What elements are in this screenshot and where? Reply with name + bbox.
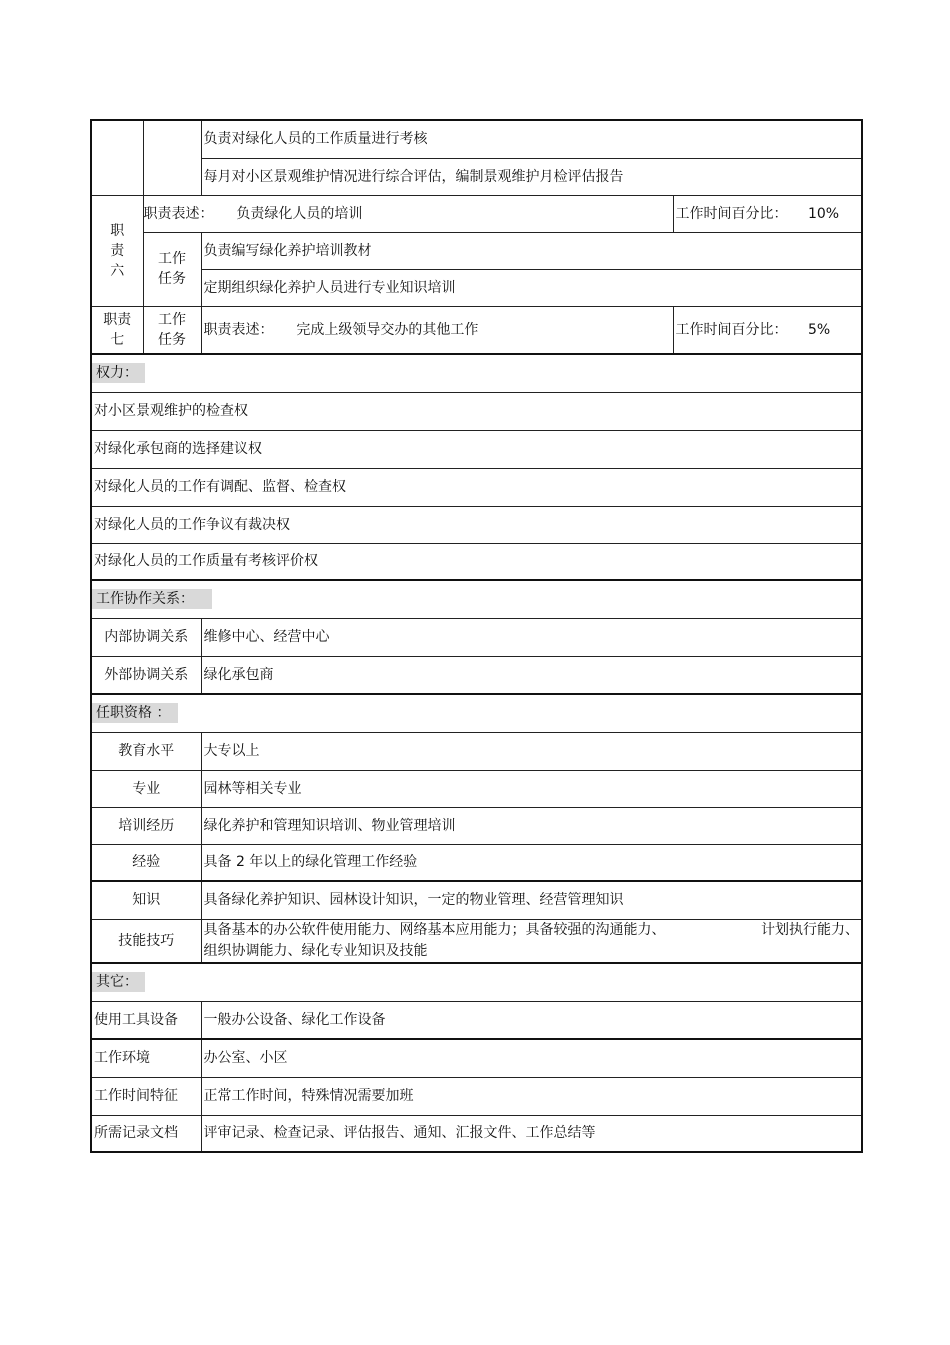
duty6-percentage xyxy=(673,195,862,232)
other-row xyxy=(91,1039,862,1077)
cooperation-row xyxy=(91,656,862,694)
duty7-label-line: 职责 xyxy=(103,311,132,328)
other-row xyxy=(91,1001,862,1039)
section-header-cooperation: 工作协作关系： xyxy=(92,589,212,609)
qualification-label: 经验 xyxy=(91,844,201,881)
other-value: 一般办公设备、绿化工作设备 xyxy=(201,1001,862,1039)
qualification-value: 具备绿化养护知识、园林设计知识，一定的物业管理、经营管理知识 xyxy=(201,881,862,919)
duty-top-task-1: 负责对绿化人员的工作质量进行考核 xyxy=(201,120,862,158)
qualification-row xyxy=(91,807,862,844)
duty6-task-label xyxy=(143,232,201,306)
qualification-header xyxy=(91,694,862,732)
duty6-label-line: 责 xyxy=(110,242,125,259)
task-label-line: 工作 xyxy=(158,311,186,328)
other-label: 工作时间特征 xyxy=(91,1077,201,1115)
duty-top-task-2: 每月对小区景观维护情况进行综合评估，编制景观维护月检评估报告 xyxy=(201,158,862,195)
cooperation-label: 外部协调关系 xyxy=(91,656,201,694)
skills-text: 计划执行能力、 xyxy=(761,921,859,938)
section-header-other: 其它： xyxy=(92,972,145,992)
duty6-task-2: 定期组织绿化养护人员进行专业知识培训 xyxy=(201,269,862,306)
duty7-statement-text: 完成上级领导交办的其他工作 xyxy=(296,321,479,338)
duty7-label xyxy=(91,306,143,354)
qualification-label: 专业 xyxy=(91,770,201,807)
duty6-statement xyxy=(143,195,673,232)
power-item xyxy=(91,392,862,430)
skills-text: 具备基本的办公软件使用能力、网络基本应用能力；具备较强的沟通能力、 xyxy=(203,921,666,938)
cooperation-row xyxy=(91,618,862,656)
cooperation-value: 维修中心、经营中心 xyxy=(201,618,862,656)
pct-value: 10% xyxy=(807,205,840,222)
statement-label: 职责表述： xyxy=(143,205,214,222)
duty7-label-line: 七 xyxy=(110,331,125,348)
power-item-text: 对绿化人员的工作争议有裁决权 xyxy=(91,506,862,543)
qualification-skills-value xyxy=(201,919,862,963)
task-label-line: 任务 xyxy=(158,331,186,348)
qualification-row xyxy=(91,770,862,807)
duty7-percentage xyxy=(673,306,862,354)
other-value: 评审记录、检查记录、评估报告、通知、汇报文件、工作总结等 xyxy=(201,1115,862,1152)
duty-top-task-row xyxy=(91,158,862,195)
power-item-text: 对小区景观维护的检查权 xyxy=(91,392,862,430)
qualification-label: 教育水平 xyxy=(91,732,201,770)
power-item-text: 对绿化人员的工作有调配、监督、检查权 xyxy=(91,468,862,506)
skills-line-1 xyxy=(204,920,860,941)
other-row xyxy=(91,1077,862,1115)
duty6-statement-text: 负责绿化人员的培训 xyxy=(236,205,363,222)
skills-line-2: 组织协调能力、绿化专业知识及技能 xyxy=(203,942,428,959)
duty6-task-row xyxy=(91,269,862,306)
pct-value: 5% xyxy=(807,321,831,338)
section-header-power: 权力： xyxy=(92,363,145,383)
qualification-value: 园林等相关专业 xyxy=(201,770,862,807)
power-header-row xyxy=(91,354,862,392)
cooperation-value: 绿化承包商 xyxy=(201,656,862,694)
duty6-task-row xyxy=(91,232,862,269)
power-item xyxy=(91,506,862,543)
task-label-line: 工作 xyxy=(158,251,186,267)
qualification-row xyxy=(91,732,862,770)
duty6-label-line: 职 xyxy=(110,222,125,239)
task-label-line: 任务 xyxy=(158,271,186,287)
statement-label: 职责表述： xyxy=(203,321,274,338)
cooperation-header xyxy=(91,580,862,618)
duty6-label-line: 六 xyxy=(110,262,125,279)
job-description-table xyxy=(90,119,863,1153)
duty6-task-1: 负责编写绿化养护培训教材 xyxy=(201,232,862,269)
qualification-header-row xyxy=(91,694,862,732)
power-item-text: 对绿化人员的工作质量有考核评价权 xyxy=(91,543,862,580)
pct-label: 工作时间百分比： xyxy=(675,205,788,222)
cooperation-header-row xyxy=(91,580,862,618)
duty-top-task-label-cell xyxy=(143,120,201,195)
section-header-qualification: 任职资格 ： xyxy=(92,703,178,723)
job-description-sheet xyxy=(90,119,861,1153)
qualification-row xyxy=(91,881,862,919)
duty-top-task-row xyxy=(91,120,862,158)
other-label: 使用工具设备 xyxy=(91,1001,201,1039)
duty6-label xyxy=(91,195,143,306)
qualification-skills-row xyxy=(91,919,862,963)
power-item xyxy=(91,430,862,468)
other-value: 正常工作时间，特殊情况需要加班 xyxy=(201,1077,862,1115)
qualification-label: 培训经历 xyxy=(91,807,201,844)
duty7-task-label xyxy=(143,306,201,354)
power-item-text: 对绿化承包商的选择建议权 xyxy=(91,430,862,468)
qualification-label: 知识 xyxy=(91,881,201,919)
other-header xyxy=(91,963,862,1001)
power-item xyxy=(91,543,862,580)
qualification-value: 绿化养护和管理知识培训、物业管理培训 xyxy=(201,807,862,844)
qualification-row xyxy=(91,844,862,881)
qualification-value: 大专以上 xyxy=(201,732,862,770)
other-value: 办公室、小区 xyxy=(201,1039,862,1077)
duty-top-label-cell xyxy=(91,120,143,195)
power-header xyxy=(91,354,862,392)
qualification-value: 具备 2 年以上的绿化管理工作经验 xyxy=(201,844,862,881)
duty6-statement-row xyxy=(91,195,862,232)
other-row xyxy=(91,1115,862,1152)
cooperation-label: 内部协调关系 xyxy=(91,618,201,656)
qualification-label: 技能技巧 xyxy=(91,919,201,963)
duty7-row xyxy=(91,306,862,354)
pct-label: 工作时间百分比： xyxy=(675,321,788,338)
other-label: 工作环境 xyxy=(91,1039,201,1077)
other-label: 所需记录文档 xyxy=(91,1115,201,1152)
duty7-statement xyxy=(201,306,673,354)
power-item xyxy=(91,468,862,506)
other-header-row xyxy=(91,963,862,1001)
